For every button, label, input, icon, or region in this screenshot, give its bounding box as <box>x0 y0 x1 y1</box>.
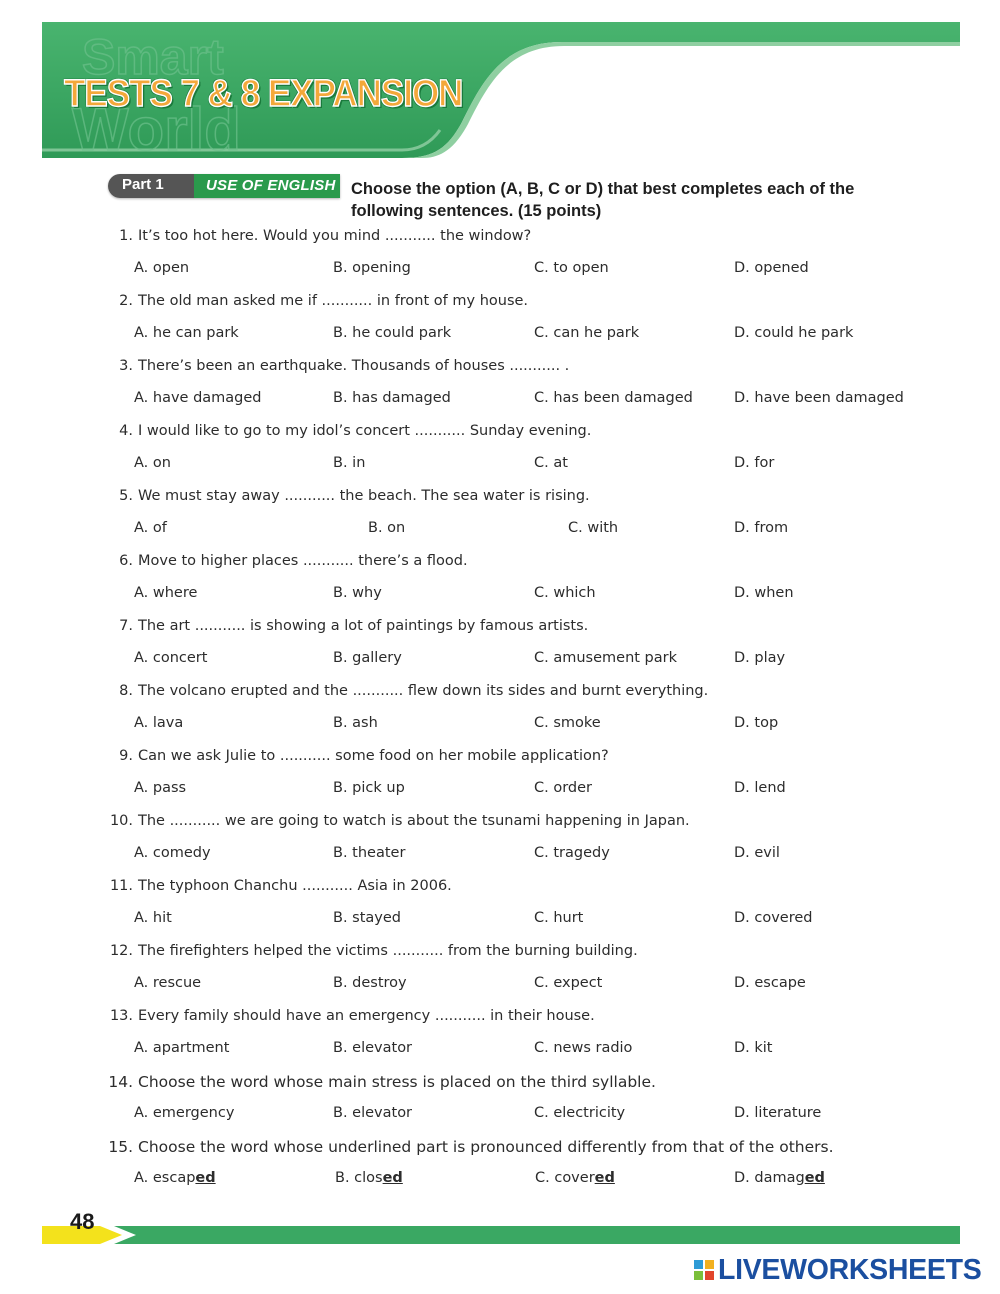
watermark-world: World <box>72 96 241 158</box>
question-text <box>104 878 452 894</box>
question-stem: We must stay away ........... the beach. The sea water is rising. <box>138 488 590 504</box>
question-number: 15. <box>108 1138 133 1156</box>
answer-option[interactable]: B. destroy <box>333 975 407 991</box>
question-number: 14. <box>108 1073 133 1091</box>
question-number: 7. <box>119 618 133 634</box>
question-stem: Choose the word whose main stress is placed on the third syllable. <box>138 1073 656 1091</box>
answer-option[interactable]: B. he could park <box>333 325 452 341</box>
answer-option[interactable]: C. tragedy <box>534 845 610 861</box>
question-text <box>104 423 591 439</box>
question-number: 9. <box>119 748 133 764</box>
question-text <box>104 813 690 829</box>
answer-option[interactable] <box>734 1170 825 1186</box>
answer-option[interactable]: D. from <box>734 520 789 536</box>
question-stem: The art ........... is showing a lot of paintings by famous artists. <box>138 618 589 634</box>
option-word-stem: D. damag <box>734 1170 805 1186</box>
answer-option[interactable]: D. when <box>734 585 794 601</box>
question-stem: The ........... we are going to watch is about the tsunami happening in Japan. <box>138 813 690 829</box>
part-badge <box>108 174 340 198</box>
answer-option[interactable]: A. comedy <box>134 845 211 861</box>
answer-option[interactable]: B. elevator <box>333 1105 413 1121</box>
answer-option[interactable]: D. top <box>734 715 779 731</box>
answer-option[interactable]: D. have been damaged <box>734 390 904 406</box>
answer-option[interactable]: D. play <box>734 650 786 666</box>
question-number: 11. <box>109 878 133 894</box>
answer-option[interactable]: B. pick up <box>333 780 405 796</box>
answer-option[interactable]: C. to open <box>534 260 609 276</box>
question-text <box>104 488 590 504</box>
answer-option[interactable]: D. opened <box>734 260 809 276</box>
answer-option[interactable]: B. in <box>333 455 366 471</box>
answer-option[interactable]: C. can he park <box>534 325 640 341</box>
answer-option[interactable]: A. rescue <box>134 975 202 991</box>
question-text <box>104 1138 834 1156</box>
answer-option[interactable]: C. amusement park <box>534 650 677 666</box>
question-number: 10. <box>109 813 133 829</box>
question-text <box>104 618 588 634</box>
question-text <box>104 943 638 959</box>
question-text <box>104 1073 656 1091</box>
answer-option[interactable]: A. he can park <box>134 325 239 341</box>
answer-option[interactable]: A. of <box>134 520 167 536</box>
answer-option[interactable]: A. apartment <box>134 1040 230 1056</box>
answer-option[interactable]: A. on <box>134 455 171 471</box>
question-stem: I would like to go to my idol’s concert ........... Sunday evening. <box>138 423 592 439</box>
question-number: 1. <box>119 228 133 244</box>
answer-option[interactable]: B. opening <box>333 260 411 276</box>
question-number: 6. <box>119 553 133 569</box>
answer-option[interactable]: C. news radio <box>534 1040 633 1056</box>
answer-option[interactable]: D. escape <box>734 975 806 991</box>
page-number: 48 <box>70 1209 95 1234</box>
question-number: 12. <box>109 943 133 959</box>
answer-option[interactable]: A. have damaged <box>134 390 262 406</box>
answer-option[interactable]: C. order <box>534 780 593 796</box>
answer-option[interactable]: D. covered <box>734 910 813 926</box>
answer-option[interactable]: A. where <box>134 585 198 601</box>
answer-option[interactable]: C. smoke <box>534 715 601 731</box>
footer-bar <box>42 1222 960 1248</box>
section-instruction: Choose the option (A, B, C or D) that best completes each of the following sentences. (15 points) <box>351 180 855 220</box>
question-stem: The firefighters helped the victims ........... from the burning building. <box>138 943 638 959</box>
question-text <box>104 748 609 764</box>
answer-option[interactable]: B. why <box>333 585 382 601</box>
underlined-ending: ed <box>594 1170 615 1186</box>
answer-option[interactable]: B. on <box>368 520 406 536</box>
answer-option[interactable] <box>335 1170 403 1186</box>
question-number: 4. <box>119 423 133 439</box>
answer-option[interactable]: A. concert <box>134 650 208 666</box>
question-number: 2. <box>119 293 133 309</box>
skill-label: USE OF ENGLISH <box>206 177 336 194</box>
option-word-stem: C. cover <box>535 1170 595 1186</box>
question-text <box>104 1008 595 1024</box>
answer-option[interactable]: C. hurt <box>534 910 584 926</box>
option-word-stem: B. clos <box>335 1170 383 1186</box>
answer-option[interactable]: D. kit <box>734 1040 773 1056</box>
answer-option[interactable]: D. for <box>734 455 775 471</box>
question-number: 13. <box>109 1008 133 1024</box>
liveworksheets-logo-icon <box>694 1260 714 1280</box>
underlined-ending: ed <box>382 1170 403 1186</box>
answer-option[interactable]: C. which <box>534 585 596 601</box>
question-text <box>104 553 468 569</box>
answer-option[interactable]: A. lava <box>134 715 184 731</box>
question-stem: The typhoon Chanchu ........... Asia in 2006. <box>138 878 452 894</box>
answer-option[interactable]: B. elevator <box>333 1040 413 1056</box>
answer-option[interactable]: A. hit <box>134 910 172 926</box>
watermark-smart: Smart <box>82 29 224 85</box>
answer-option[interactable]: B. stayed <box>333 910 401 926</box>
question-stem: Choose the word whose underlined part is pronounced differently from that of the others. <box>138 1138 834 1156</box>
question-number: 5. <box>119 488 133 504</box>
answer-option[interactable]: A. pass <box>134 780 187 796</box>
question-stem: Every family should have an emergency ........... in their house. <box>138 1008 595 1024</box>
question-stem: The volcano erupted and the ........... flew down its sides and burnt everything. <box>138 683 709 699</box>
question-text <box>104 293 528 309</box>
question-stem: Move to higher places ........... there’s a flood. <box>138 553 468 569</box>
answer-option[interactable]: D. could he park <box>734 325 854 341</box>
answer-option[interactable]: D. evil <box>734 845 780 861</box>
answer-option[interactable]: C. at <box>534 455 568 471</box>
answer-option[interactable]: B. has damaged <box>333 390 451 406</box>
brand-name: LIVEWORKSHEETS <box>718 1254 982 1286</box>
answer-option[interactable]: A. emergency <box>134 1105 235 1121</box>
question-number: 8. <box>119 683 133 699</box>
answer-option[interactable]: D. literature <box>734 1105 822 1121</box>
page-title: TESTS 7 & 8 EXPANSION <box>64 72 463 115</box>
question-stem: There’s been an earthquake. Thousands of houses ........... . <box>138 358 570 374</box>
question-text <box>104 683 708 699</box>
option-word-stem: A. escap <box>134 1170 196 1186</box>
answer-option[interactable] <box>535 1170 615 1186</box>
underlined-ending: ed <box>195 1170 216 1186</box>
answer-option[interactable]: D. lend <box>734 780 786 796</box>
question-text <box>104 358 569 374</box>
question-number: 3. <box>119 358 133 374</box>
answer-option[interactable]: B. ash <box>333 715 378 731</box>
answer-option[interactable]: C. electricity <box>534 1105 626 1121</box>
question-text <box>104 228 531 244</box>
question-stem: Can we ask Julie to ........... some food on her mobile application? <box>138 748 609 764</box>
answer-option[interactable] <box>134 1170 216 1186</box>
question-stem: The old man asked me if ........... in front of my house. <box>138 293 529 309</box>
answer-option[interactable]: A. open <box>134 260 190 276</box>
part-label: Part 1 <box>122 176 164 193</box>
underlined-ending: ed <box>804 1170 825 1186</box>
question-stem: It’s too hot here. Would you mind ........... the window? <box>138 228 532 244</box>
answer-option[interactable]: C. with <box>568 520 619 536</box>
answer-option[interactable]: B. gallery <box>333 650 402 666</box>
answer-option[interactable]: C. has been damaged <box>534 390 693 406</box>
answer-option[interactable]: B. theater <box>333 845 406 861</box>
answer-option[interactable]: C. expect <box>534 975 603 991</box>
